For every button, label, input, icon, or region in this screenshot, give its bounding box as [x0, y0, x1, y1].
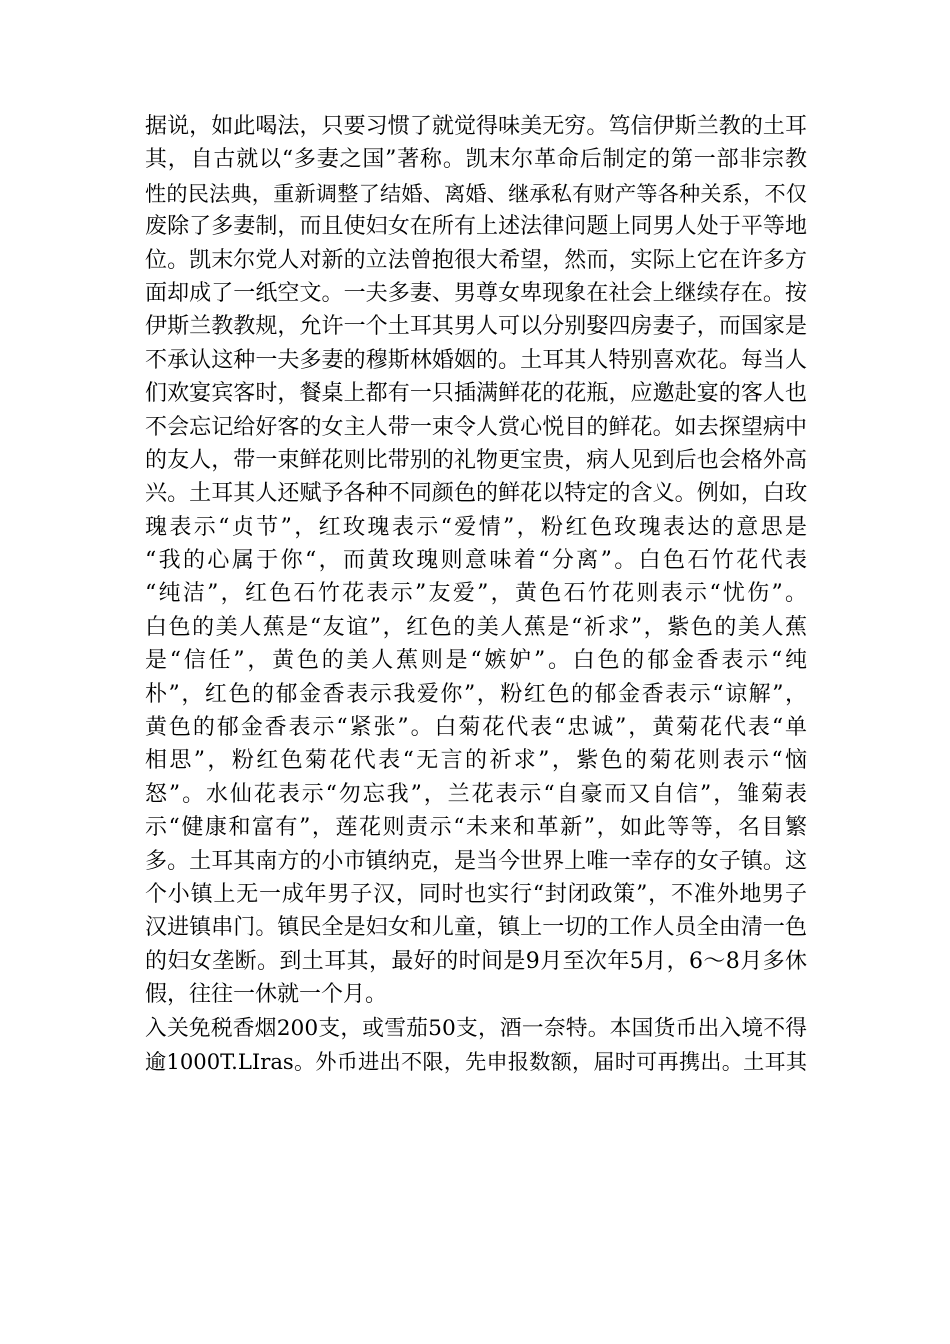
text-line: 不会忘记给好客的女主人带一束令人赏心悦目的鲜花。如去探望病中 [145, 414, 807, 440]
text-line: 是“信任”，黄色的美人蕉则是“嫉妒”。白色的郁金香表示“纯 [145, 648, 807, 674]
text-line: 性的民法典，重新调整了结婚、离婚、继承私有财产等各种关系，不仅 [145, 180, 807, 206]
text-line: “我的心属于你“，而黄玫瑰则意味着“分离”。白色石竹花代表 [145, 548, 807, 574]
text-line: 兴。土耳其人还赋予各种不同颜色的鲜花以特定的含义。例如，白玫 [145, 481, 807, 507]
text-line: 据说，如此喝法，只要习惯了就觉得味美无穷。笃信伊斯兰教的土耳 [145, 114, 807, 139]
text-line: 其，自古就以“多妻之国”著称。凯末尔革命后制定的第一部非宗教 [145, 147, 807, 173]
text-line: 的友人，带一束鲜花则比带别的礼物更宝贵，病人见到后也会格外高 [145, 447, 807, 473]
text-line: 位。凯末尔党人对新的立法曾抱很大希望，然而，实际上它在许多方 [145, 247, 807, 273]
text-line: 瑰表示“贞节”，红玫瑰表示“爱情”，粉红色玫瑰表达的意思是 [145, 514, 807, 540]
paragraph-customs-allowance [145, 1012, 807, 1079]
text-line: 废除了多妻制，而且使妇女在所有上述法律问题上同男人处于平等地 [145, 214, 807, 240]
text-line: 示“健康和富有”，莲花则责示“未来和革新”，如此等等，名目繁 [145, 815, 807, 841]
text-line: 们欢宴宾客时，餐桌上都有一只插满鲜花的花瓶，应邀赴宴的客人也 [145, 381, 807, 407]
text-line: 伊斯兰教教规，允许一个土耳其男人可以分别娶四房妻子，而国家是 [145, 314, 807, 340]
text-line: 个小镇上无一成年男子汉，同时也实行“封闭政策”，不准外地男子 [145, 881, 807, 907]
text-line: 的妇女垄断。到土耳其，最好的时间是9月至次年5月，6～8月多休 [145, 948, 807, 974]
text-line: 相思”，粉红色菊花代表“无言的祈求”，紫色的菊花则表示“恼 [145, 748, 807, 774]
text-line: 不承认这种一夫多妻的穆斯林婚姻的。土耳其人特别喜欢花。每当人 [145, 347, 807, 373]
text-line: 白色的美人蕉是“友谊”，红色的美人蕉是“祈求”，紫色的美人蕉 [145, 614, 807, 640]
text-line: 面却成了一纸空文。一夫多妻、男尊女卑现象在社会上继续存在。按 [145, 280, 807, 306]
text-line: 汉进镇串门。镇民全是妇女和儿童，镇上一切的工作人员全由清一色 [145, 915, 807, 941]
text-line: 黄色的郁金香表示“紧张”。白菊花代表“忠诚”，黄菊花代表“单 [145, 715, 807, 741]
document-body [145, 110, 807, 1078]
text-line: 假，往往一休就一个月。 [145, 982, 388, 1008]
text-line: 多。土耳其南方的小市镇纳克，是当今世界上唯一幸存的女子镇。这 [145, 848, 807, 874]
text-line: 逾1000T.LIras。外币进出不限，先申报数额，届时可再携出。土耳其 [145, 1048, 807, 1074]
text-line: 怒”。水仙花表示“勿忘我”，兰花表示“自豪而又自信”，雏菊表 [145, 781, 807, 807]
text-line: 入关免税香烟200支，或雪茄50支，酒一奈特。本国货币出入境不得 [145, 1015, 807, 1041]
text-line: 朴”，红色的郁金香表示我爱你”，粉红色的郁金香表示“谅解”， [145, 681, 807, 707]
paragraph-customs-and-flowers [145, 110, 807, 1012]
text-line: “纯洁”，红色石竹花表示”友爱”，黄色石竹花则表示“忧伤”。 [145, 581, 807, 607]
